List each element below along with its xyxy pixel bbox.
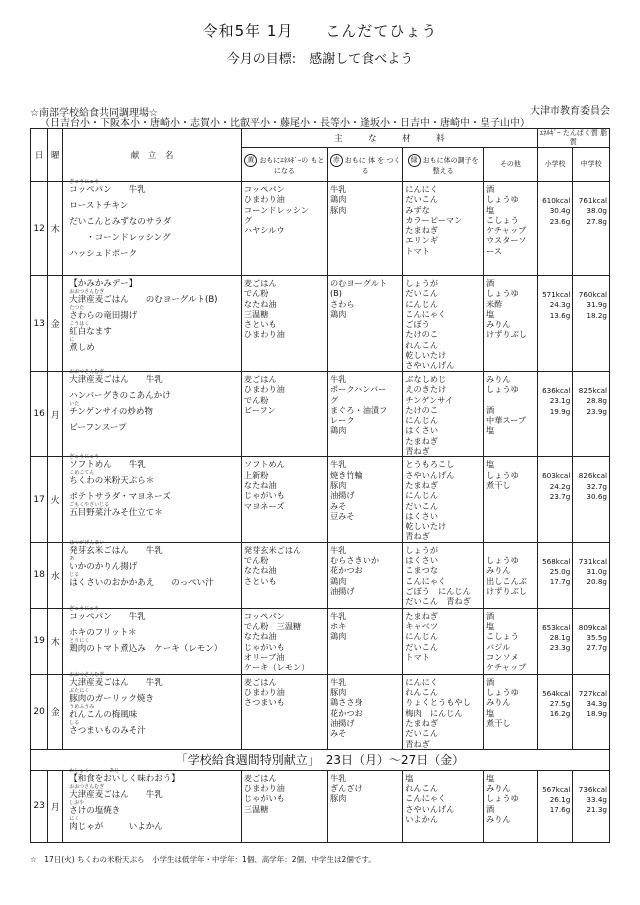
menu-item-text: ホキのフリット＊ <box>69 627 137 638</box>
menu-item-ruby: こめこてん <box>69 470 95 477</box>
menu-item <box>63 246 241 262</box>
menu-item-text: 【和食をおいしく味わおう】 <box>69 773 180 784</box>
menu-item-text: さわらの竜田揚げ <box>69 311 138 321</box>
kitchen-name: ☆南部学校給食共同調理場☆ <box>30 108 158 119</box>
school-list: （日吉台小・下阪本小・唐崎小・志賀小・比叡平小・藤尾小・長等小・逢坂小・日吉中・唐崎中・皇子山中） <box>40 118 530 129</box>
weekday-cell: 金 <box>48 276 63 372</box>
weekday-cell: 金 <box>48 674 63 749</box>
menu-item <box>63 719 241 739</box>
header-ingredients: 主 な 材 料 <box>241 129 537 148</box>
menu-item-text: いかのかりん揚げ <box>69 561 138 572</box>
menu-item-ruby: とりにく <box>69 637 90 644</box>
yellow-ingredients: コッペパン でん粉 三温糖 なたね油 じゃがいも オリーブ油 ケーキ（レモン） <box>241 608 327 674</box>
menu-item <box>63 605 241 625</box>
date-cell: 20 <box>31 674 48 749</box>
weekday-cell: 木 <box>48 608 63 674</box>
menu-item-text: 紅白なます <box>69 327 112 337</box>
header-junior-high: 中学校 <box>573 148 610 182</box>
menu-item <box>63 470 241 489</box>
other-ingredients: 酒 しょうゆ みりん 塩 煮干し <box>484 674 538 749</box>
elementary-nutrition: 610kcal 30.4g 23.6g <box>537 182 573 276</box>
menu-item-ruby: うめふうみ <box>69 703 95 710</box>
menu-item-ruby: おおつさんむぎ <box>69 671 105 678</box>
menu-item-ruby: あ <box>69 555 75 562</box>
yellow-badge-icon: 黄 <box>244 154 257 167</box>
menu-item-ruby: おおつさんむぎ <box>69 369 105 375</box>
other-ingredients: 塩 みりん しょうゆ 酒 みりん <box>484 770 538 842</box>
header-green: 緑 おもに体の調子を 整える <box>403 148 484 182</box>
menu-item-text: 煮しめ <box>69 343 95 353</box>
menu-item-text: ビーフンスープ <box>69 423 127 433</box>
menu-item <box>63 571 241 591</box>
date-cell: 23 <box>31 770 48 842</box>
yellow-ingredients: 麦ごはん でん粉 なたね油 三温糖 さといも ひまわり油 <box>241 276 327 372</box>
menu-item-text: だいこんとみずなのサラダ <box>69 217 172 227</box>
table-row <box>31 182 610 276</box>
yellow-ingredients: 麦ごはん ひまわり油 でん粉 ビーフン <box>241 372 327 457</box>
green-ingredients: たまねぎ キャベツ にんじん だいこん トマト <box>403 608 484 674</box>
menu-item <box>63 337 241 356</box>
junior-high-nutrition: 826kcal 32.7g 30.6g <box>573 457 610 542</box>
date-cell: 18 <box>31 542 48 608</box>
menu-item <box>63 321 241 340</box>
menu-item-ruby: しおや <box>69 799 85 806</box>
menu-item-ruby: こうはく <box>69 321 90 327</box>
menu-item-text: さけの塩焼き <box>69 805 121 816</box>
elementary-nutrition: 571kcal 24.3g 13.6g <box>537 276 573 372</box>
weekday-cell: 月 <box>48 372 63 457</box>
menu-cell <box>63 276 242 372</box>
menu-item-text: ローストチキン <box>69 201 129 211</box>
organization: 大津市教育委員会 <box>530 106 610 117</box>
monthly-goal <box>0 48 640 67</box>
red-ingredients: 牛乳 豚肉 鶏ささ身 花かつお 油揚げ みそ <box>327 674 402 749</box>
menu-item <box>63 555 241 575</box>
yellow-ingredients: ソフトめん 上新粉 なたね油 じゃがいも マヨネーズ <box>241 457 327 542</box>
date-cell: 16 <box>31 372 48 457</box>
header-menu: 献 立 名 <box>63 129 242 182</box>
header-other: その他 <box>484 148 538 182</box>
header-elementary: 小学校 <box>537 148 573 182</box>
goal-label: 今月の目標: <box>226 52 297 67</box>
header-energy: ｴﾈﾙｷﾞｰ たんぱく質 脂 質 <box>537 129 609 148</box>
menu-item-text: チンゲンサイの炒め物 <box>69 407 153 417</box>
elementary-nutrition: 568kcal 25.0g 17.7g <box>537 542 573 608</box>
table-row <box>31 457 610 542</box>
header-date: 日 <box>31 129 48 182</box>
menu-cell <box>63 767 242 842</box>
menu-item-text: 発芽玄米ごはん 牛乳 <box>69 545 163 556</box>
green-ingredients: とうもろこし さやいんげん たまねぎ にんじん だいこん はくさい 乾しいたけ 青ねぎ <box>403 457 484 542</box>
elementary-nutrition: 653kcal 28.1g 23.3g <box>537 608 573 674</box>
menu-item-text: ソフトめん 牛乳 <box>69 460 146 471</box>
red-ingredients: のむヨーグルト (B) さわら 鶏肉 <box>327 276 402 372</box>
menu-item <box>63 214 241 230</box>
page-title: 令和5年 1月 こんだてひょう <box>202 22 438 40</box>
junior-high-nutrition: 736kcal 33.4g 21.3g <box>573 770 610 842</box>
green-badge-icon: 緑 <box>408 154 421 167</box>
weekday-cell: 月 <box>48 770 63 842</box>
red-ingredients: 牛乳 鶏肉 豚肉 <box>327 182 402 276</box>
menu-item-ruby: しる <box>69 719 80 726</box>
menu-item-text: さつまいものみそ汁 <box>69 725 146 736</box>
other-ingredients: しょうゆ みりん 出しこんぶ けずりぶし <box>484 542 538 608</box>
menu-item-text: はくさいのおかかあえ のっぺい汁 <box>69 577 214 588</box>
menu-item <box>63 369 241 388</box>
other-ingredients: 酒 しょうゆ 米酢 塩 みりん けずりぶし <box>484 276 538 372</box>
special-menu-banner: 「学校給食週間特別献立」 23日（月）～27日（金） <box>31 749 610 770</box>
red-ingredients: 牛乳 ポークハンバー グ まぐろ・油漬フ レーク 鶏肉 <box>327 372 402 457</box>
red-ingredients: 牛乳 むらさきいか 花かつお 鶏肉 油揚げ <box>327 542 402 608</box>
menu-item-ruby: ぶたにく <box>69 687 90 694</box>
menu-item-text: 大津産麦ごはん 牛乳 <box>69 375 163 385</box>
date-cell: 13 <box>31 276 48 372</box>
date-cell: 17 <box>31 457 48 542</box>
red-badge-icon: 赤 <box>330 154 343 167</box>
menu-item-ruby: じる <box>69 571 80 578</box>
menu-item <box>63 815 241 835</box>
menu-item-ruby: はつがげんまい <box>69 539 105 546</box>
weekday-cell: 水 <box>48 542 63 608</box>
menu-item-text: ハッシュドポーク <box>69 249 138 259</box>
menu-item <box>63 783 241 803</box>
menu-cell <box>63 369 242 457</box>
menu-item-text: ポテトサラダ・マヨネーズ <box>69 492 171 503</box>
elementary-nutrition: 564kcal 27.5g 16.2g <box>537 674 573 749</box>
menu-item-text: ちくわの米粉天ぷら＊ <box>69 476 155 487</box>
menu-item-ruby: にく <box>69 815 80 822</box>
goal-text: 感謝して食べよう <box>309 52 414 67</box>
menu-item-text: 五目野菜汁みそ仕立て＊ <box>69 508 163 519</box>
red-ingredients: 牛乳 ぎんざけ 豚肉 <box>327 770 402 842</box>
other-ingredients: 塩 しょうゆ 煮干し <box>484 457 538 542</box>
yellow-ingredients: 麦ごはん ひまわり油 さつまいも <box>241 674 327 749</box>
menu-item <box>63 305 241 324</box>
header-yellow: 黄 おもにｴﾈﾙｷﾞｰの もとになる <box>241 148 327 182</box>
menu-cell <box>63 539 242 608</box>
menu-item-ruby: いた <box>69 401 80 407</box>
menu-item <box>63 637 241 657</box>
junior-high-nutrition: 809kcal 35.5g 27.7g <box>573 608 610 674</box>
menu-item-text: 大津産麦ごはん 牛乳 <box>69 677 163 688</box>
red-ingredients: 牛乳 ホキ 鶏肉 <box>327 608 402 674</box>
other-ingredients: みりん しょうゆ 酒 中華スープ 塩 <box>484 372 538 457</box>
header-dow: 曜 <box>48 129 63 182</box>
menu-item-ruby: ごもくやさいじる <box>69 502 110 509</box>
menu-item <box>63 179 241 198</box>
green-ingredients: にんにく だいこん みずな カラーピーマン たまねぎ エリンギ トマト <box>403 182 484 276</box>
junior-high-nutrition: 761kcal 38.0g 27.8g <box>573 182 610 276</box>
menu-item <box>63 289 241 308</box>
weekday-cell: 木 <box>48 182 63 276</box>
other-ingredients: 酒 しょうゆ 塩 こしょう ケチャップ ウスターソ ース <box>484 182 538 276</box>
menu-cell <box>63 454 242 542</box>
green-ingredients: にんにく れんこん りょくとうもやし 梅肉 にんじん たまねぎ だいこん 青ねぎ <box>403 674 484 749</box>
junior-high-nutrition: 825kcal 28.8g 23.9g <box>573 372 610 457</box>
menu-item-text: コッペパン 牛乳 <box>69 611 146 622</box>
elementary-nutrition: 636kcal 23.1g 19.9g <box>537 372 573 457</box>
green-ingredients: ぶなしめじ えのきたけ チンゲンサイ たけのこ にんじん はくさい たまねぎ 青ねぎ <box>403 372 484 457</box>
elementary-nutrition: 603kcal 24.2g 23.7g <box>537 457 573 542</box>
menu-item <box>63 401 241 420</box>
header-red: 赤 おもに 体 を つくる <box>327 148 402 182</box>
menu-item <box>63 388 241 404</box>
menu-item-text: れんこんの梅風味 <box>69 709 138 720</box>
menu-table <box>30 128 615 843</box>
menu-item <box>63 420 241 436</box>
table-row <box>31 770 610 842</box>
menu-item-text: 大津産麦ごはん のむヨーグルト(B) <box>69 295 218 305</box>
weekday-cell: 火 <box>48 457 63 542</box>
menu-item <box>63 502 241 521</box>
menu-item-ruby: に <box>69 337 75 343</box>
elementary-nutrition: 567kcal 26.1g 17.6g <box>537 770 573 842</box>
menu-item <box>63 198 241 214</box>
footnote: ☆ 17日(火) ちくわの米粉天ぷら 小学生は低学年・中学年：1個、高学年：2個、中学生は2個です。 <box>30 855 376 864</box>
table-row <box>31 372 610 457</box>
table-row <box>31 674 610 749</box>
menu-item-ruby: ぎゅうにゅう <box>69 605 100 612</box>
menu-item-ruby: おおつさんむぎ <box>69 289 105 295</box>
menu-item-text: 豚肉のガーリック焼き <box>69 693 154 704</box>
menu-item-ruby: ぎゅうにゅう <box>69 179 100 185</box>
junior-high-nutrition: 727kcal 34.3g 18.9g <box>573 674 610 749</box>
junior-high-nutrition: 731kcal 31.0g 20.8g <box>573 542 610 608</box>
green-ingredients: しょうが だいこん にんじん こんにゃく ごぼう たけのこ れんこん 乾しいたけ さやいんげん <box>403 276 484 372</box>
menu-cell <box>63 605 242 674</box>
red-ingredients: 牛乳 焼き竹輪 豚肉 油揚げ みそ 豆みそ <box>327 457 402 542</box>
junior-high-nutrition: 760kcal 31.9g 18.2g <box>573 276 610 372</box>
table-row <box>31 542 610 608</box>
menu-cell <box>63 179 242 276</box>
yellow-ingredients: 発芽玄米ごはん でん粉 なたね油 さといも <box>241 542 327 608</box>
menu-item-text: 肉じゃが いよかん <box>69 821 163 832</box>
menu-item-ruby: ぎゅうにゅう <box>69 454 100 461</box>
menu-item <box>63 799 241 819</box>
green-ingredients: 塩 れんこん こんにゃく さやいんげん いよかん <box>403 770 484 842</box>
yellow-ingredients: 麦ごはん ひまわり油 じゃがいも 三温糖 <box>241 770 327 842</box>
yellow-ingredients: コッペパン ひまわり油 コーンドレッシン グ ハヤシルウ <box>241 182 327 276</box>
menu-item-ruby: たつた <box>69 305 85 311</box>
menu-item-text: コッペパン 牛乳 <box>69 185 146 195</box>
menu-cell <box>63 671 242 749</box>
date-cell: 19 <box>31 608 48 674</box>
menu-item-text: 【かみかみデー】 <box>69 279 138 289</box>
other-ingredients: 酒 塩 こしょう バジル コンソメ ケチャップ <box>484 608 538 674</box>
table-row <box>31 276 610 372</box>
menu-item-ruby: おおつさんむぎ <box>69 783 105 790</box>
date-cell: 12 <box>31 182 48 276</box>
menu-item-text: ・コーンドレッシング <box>69 233 171 243</box>
table-row <box>31 608 610 674</box>
menu-item <box>63 230 241 246</box>
green-ingredients: しょうが はくさい こまつな こんにゃく ごぼう にんじん だいこん 青ねぎ <box>403 542 484 608</box>
menu-item-text: ハンバーグきのこあんかけ <box>69 391 171 401</box>
menu-item <box>63 625 241 641</box>
menu-item <box>63 539 241 559</box>
menu-item <box>63 671 241 691</box>
menu-item <box>63 703 241 723</box>
menu-item-text: 大津産麦ごはん 牛乳 <box>69 789 163 800</box>
menu-item-text: 鶏肉のトマト煮込み ケーキ（レモン） <box>69 643 223 654</box>
menu-item-ruby: わしょく あじ <box>69 767 120 774</box>
